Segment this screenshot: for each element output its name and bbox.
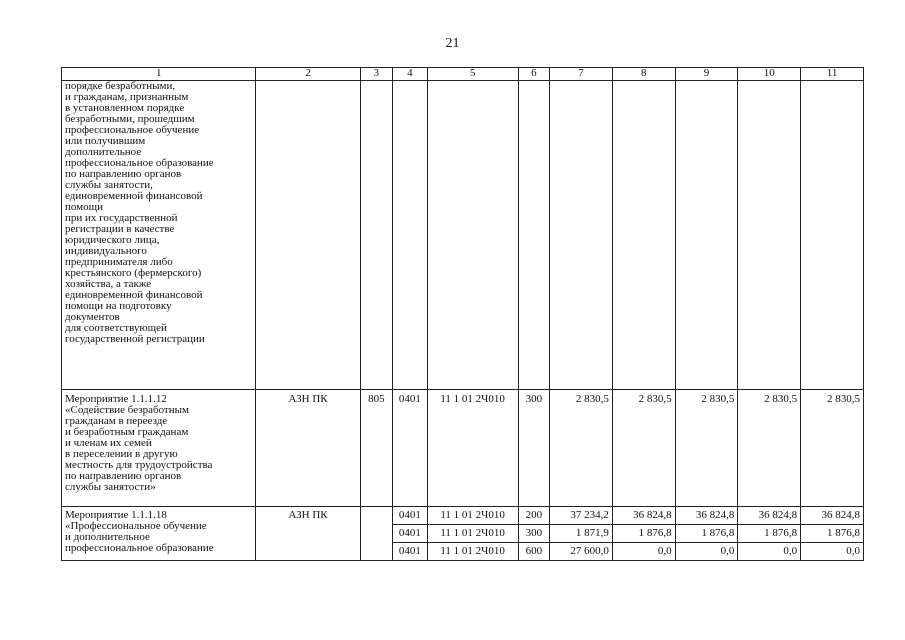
amount-cell: 37 234,2 xyxy=(550,507,613,525)
vr-cell: 600 xyxy=(518,543,549,561)
empty-cell xyxy=(256,81,360,390)
csr-cell: 11 1 01 2Ч010 xyxy=(427,390,518,507)
csr-cell: 11 1 01 2Ч010 xyxy=(427,543,518,561)
page-number: 21 xyxy=(445,36,460,51)
section-cell: 0401 xyxy=(393,543,427,561)
amount-cell: 2 830,5 xyxy=(801,390,864,507)
amount-cell: 0,0 xyxy=(675,543,738,561)
header-cell: 2 xyxy=(256,68,360,81)
header-cell: 3 xyxy=(360,68,392,81)
header-cell: 7 xyxy=(550,68,613,81)
vr-cell: 300 xyxy=(518,525,549,543)
empty-cell xyxy=(675,81,738,390)
header-cell: 6 xyxy=(518,68,549,81)
vr-cell: 200 xyxy=(518,507,549,525)
vr-cell: 300 xyxy=(518,390,549,507)
empty-cell xyxy=(518,81,549,390)
empty-cell xyxy=(427,81,518,390)
amount-cell: 1 876,8 xyxy=(675,525,738,543)
header-cell: 5 xyxy=(427,68,518,81)
empty-cell xyxy=(360,81,392,390)
grbs-cell: 805 xyxy=(360,390,392,507)
amount-cell: 2 830,5 xyxy=(738,390,801,507)
section-cell: 0401 xyxy=(393,507,427,525)
header-cell: 10 xyxy=(738,68,801,81)
csr-cell: 11 1 01 2Ч010 xyxy=(427,525,518,543)
amount-cell: 1 876,8 xyxy=(738,525,801,543)
amount-cell: 0,0 xyxy=(738,543,801,561)
empty-cell xyxy=(550,81,613,390)
empty-cell xyxy=(801,81,864,390)
amount-cell: 36 824,8 xyxy=(738,507,801,525)
amount-cell: 36 824,8 xyxy=(612,507,675,525)
activity-description: порядке безработными, и гражданам, признанным в установленном порядке безработными, прошедшим профессиональное обучение или получившим дополнительное профессиональное образование по направлению органов службы занятости, единовременной финансовой помощи при их государственной регистрации в качестве юридического лица, индивидуального предпринимателя либо крестьянского (фермерского) хозяйства, а также единовременной финансовой помощи на подготовку документов для соответствующей государственной регистрации xyxy=(62,81,256,390)
budget-table xyxy=(61,67,864,561)
amount-cell: 0,0 xyxy=(612,543,675,561)
table-row xyxy=(62,507,864,525)
activity-description: Мероприятие 1.1.1.18 «Профессиональное обучение и дополнительное профессиональное образование xyxy=(62,507,256,561)
amount-cell: 1 876,8 xyxy=(801,525,864,543)
section-cell: 0401 xyxy=(393,390,427,507)
amount-cell: 36 824,8 xyxy=(801,507,864,525)
empty-cell xyxy=(393,81,427,390)
header-cell: 9 xyxy=(675,68,738,81)
header-cell: 1 xyxy=(62,68,256,81)
amount-cell: 0,0 xyxy=(801,543,864,561)
executor-cell: АЗН ПК xyxy=(256,390,360,507)
section-cell: 0401 xyxy=(393,525,427,543)
table-header-row xyxy=(62,68,864,81)
amount-cell: 36 824,8 xyxy=(675,507,738,525)
header-cell: 8 xyxy=(612,68,675,81)
amount-cell: 1 871,9 xyxy=(550,525,613,543)
amount-cell: 2 830,5 xyxy=(675,390,738,507)
amount-cell: 2 830,5 xyxy=(550,390,613,507)
activity-description: Мероприятие 1.1.1.12 «Содействие безработным гражданам в переезде и безработным гражданам и членам их семей в переселении в другую местность для трудоустройства по направлению органов службы занятости» xyxy=(62,390,256,507)
csr-cell: 11 1 01 2Ч010 xyxy=(427,507,518,525)
empty-cell xyxy=(738,81,801,390)
empty-cell xyxy=(360,507,392,561)
header-cell: 11 xyxy=(801,68,864,81)
amount-cell: 1 876,8 xyxy=(612,525,675,543)
amount-cell: 2 830,5 xyxy=(612,390,675,507)
header-cell: 4 xyxy=(393,68,427,81)
empty-cell xyxy=(612,81,675,390)
executor-cell: АЗН ПК xyxy=(256,507,360,561)
table-row xyxy=(62,390,864,507)
amount-cell: 27 600,0 xyxy=(550,543,613,561)
table-row xyxy=(62,81,864,390)
